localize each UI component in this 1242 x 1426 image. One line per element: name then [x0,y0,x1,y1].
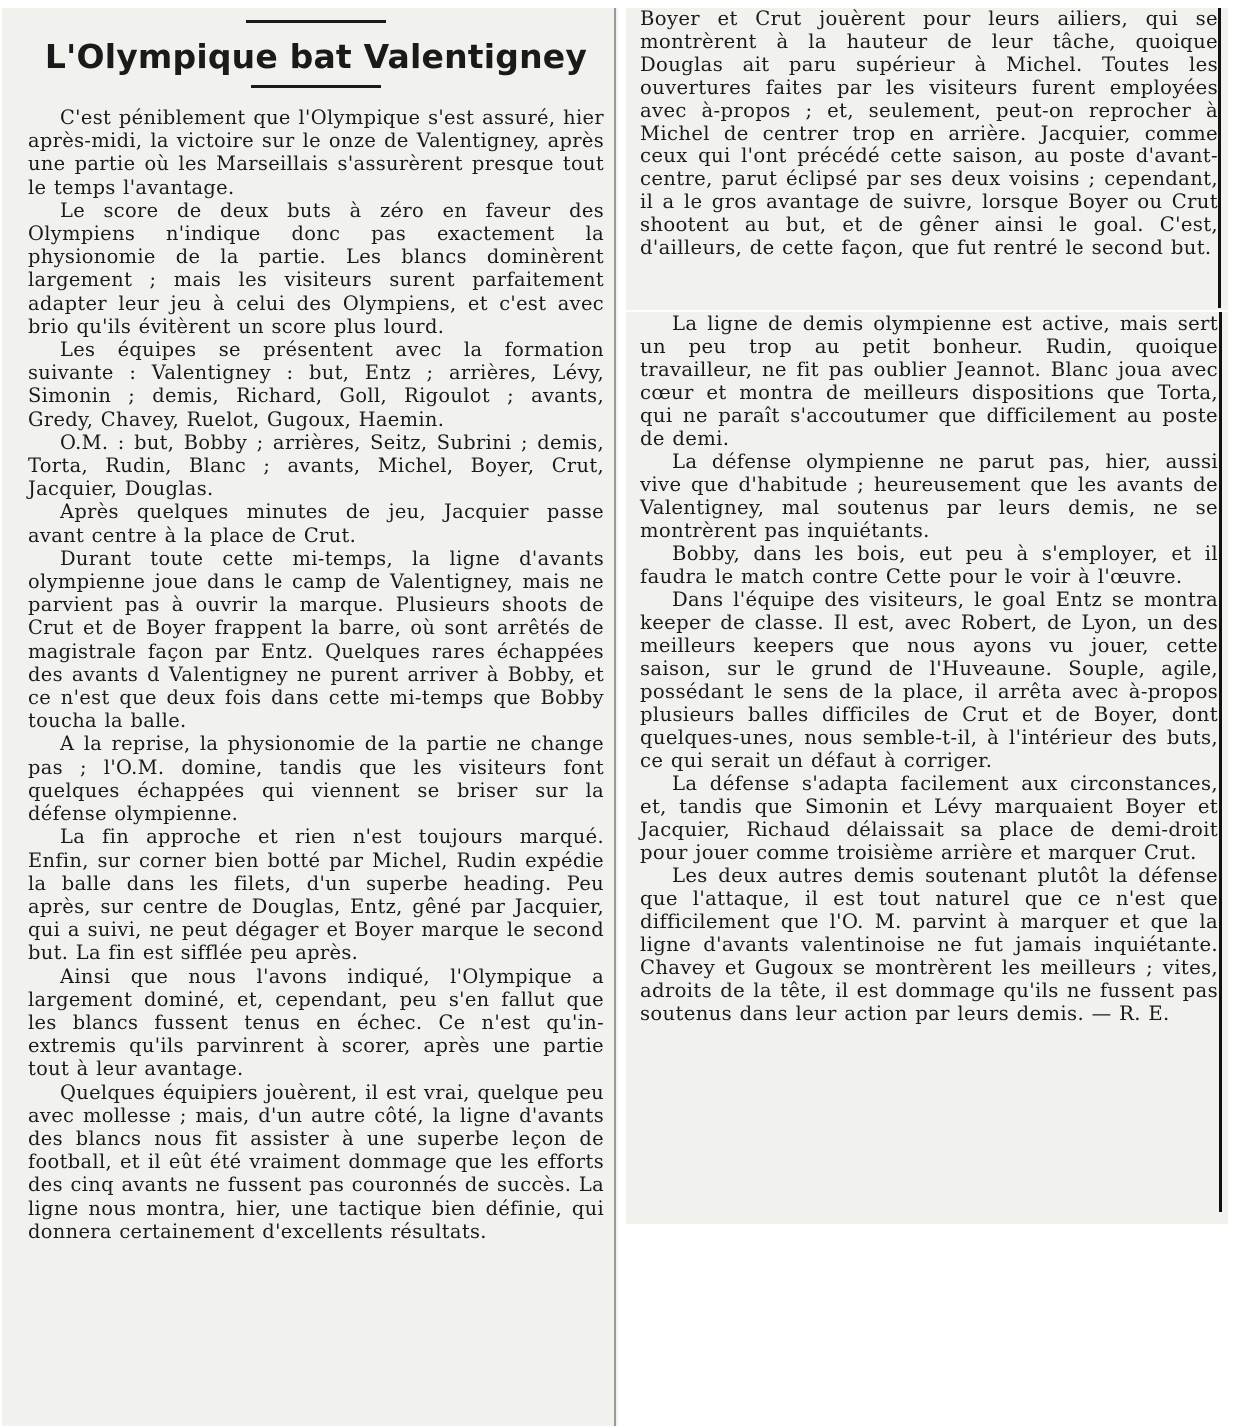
paragraph: O.M. : but, Bobby ; arrières, Seitz, Subrini ; demis, Torta, Rudin, Blanc ; avants, Michel, Boyer, Crut, Jacquier, Douglas. [28,430,604,501]
paragraph: A la reprise, la physionomie de la partie ne change pas ; l'O.M. domine, tandis que les visiteurs font quelques échappées qui viennent se briser sur la défense olympienne. [28,732,604,826]
column-edge-rule [1218,8,1221,308]
column-edge-rule [1219,312,1222,1212]
paragraph: Après quelques minutes de jeu, Jacquier passe avant centre à la place de Crut. [28,500,604,547]
headline-bottom-rule [251,85,381,88]
paragraph: Boyer et Crut jouèrent pour leurs ailiers, qui se montrèrent à la hauteur de leur tâche, quoique Douglas ait paru supérieur à Michel. Toutes les ouvertures faites par les visiteurs furent employées avec à-propos ; et, seulement, peut-on reprocher à Michel de centrer trop en arrière. Jacquier, comme ceux qui l'ont précédé cette saison, au poste d'avant-centre, parut éclipsé par ses deux voisins ; cependant, il a le gros avantage de suivre, lorsque Boyer ou Crut shootent au but, et de gêner ainsi le goal. C'est, d'ailleurs, de cette façon, que fut rentré le second but. [640,7,1218,260]
headline: L'Olympique bat Valentigney [44,37,588,76]
paragraph: Durant toute cette mi-temps, la ligne d'avants olympienne joue dans le camp de Valentigney, mais ne parvient pas à ouvrir la marque. Plusieurs shoots de Crut et de Boyer frappent la barre, où sont arrêtés de magistrale façon par Entz. Quelques rares échappées des avants d Valentigney ne purent arriver à Bobby, et ce n'est que deux fois dans cette mi-temps que Bobby toucha la balle. [28,546,604,733]
column-divider [614,8,616,1426]
paragraph: Les deux autres demis soutenant plutôt la défense que l'attaque, il est tout naturel que ce n'est que difficilement que l'O. M. parvint à marquer et que la ligne d'avants valentinoise ne fut jamais inquiétante. Chavey et Gugoux se montrèrent les meilleurs ; vites, adroits de la tête, il est dommage qu'ils ne fussent pas soutenus dans leur action par leurs demis. — R. E. [640,864,1218,1025]
headline-top-rule [246,20,386,23]
paragraph: Les équipes se présentent avec la formation suivante : Valentigney : but, Entz ; arrières, Lévy, Simonin ; demis, Richard, Goll, Rigoulot ; avants, Gredy, Chavey, Ruelot, Gugoux, Haemin. [28,338,604,431]
paragraph: Dans l'équipe des visiteurs, le goal Entz se montra keeper de classe. Il est, avec Robert, de Lyon, un des meilleurs keepers que nous ayons vu jouer, cette saison, sur le grund de l'Huveaune. Souple, agile, possédant le sens de la place, il arrêta avec à-propos plusieurs balles difficiles de Crut et de Boyer, dont quelques-unes, nous semble-t-il, à l'intérieur des buts, ce qui serait un défaut à corriger. [640,588,1218,772]
paragraph: La fin approche et rien n'est toujours marqué. Enfin, sur corner bien botté par Michel, Rudin expédie la balle dans les filets, d'un superbe heading. Peu après, sur centre de Douglas, Entz, gêné par Jacquier, qui a suivi, ne peut dégager et Boyer marque le second but. La fin est sifflée peu après. [28,825,604,965]
paragraph: Bobby, dans les bois, eut peu à s'employer, et il faudra le match contre Cette pour le voir à l'œuvre. [640,542,1218,588]
paragraph: C'est péniblement que l'Olympique s'est assuré, hier après-midi, la victoire sur le onze de Valentigney, après une partie où les Marseillais s'assurèrent presque tout le temps l'avantage. [28,106,604,199]
paragraph: La ligne de demis olympienne est active, mais sert un peu trop au petit bonheur. Rudin, quoique travailleur, ne fit pas oublier Jeannot. Blanc joua avec cœur et montra de meilleurs dispositions que Torta, qui ne paraît s'accoutumer que difficilement au poste de demi. [640,312,1218,450]
paragraph: La défense olympienne ne parut pas, hier, aussi vive que d'habitude ; heureusement que les avants de Valentigney, mal soutenus par leurs demis, ne se montrèrent pas inquiétants. [640,450,1218,542]
paragraph: Ainsi que nous l'avons indiqué, l'Olympique a largement dominé, et, cependant, peu s'en fallut que les blancs fussent tenus en échec. Ce n'est qu'in-extremis qu'ils parvinrent à scorer, après une partie tout à leur avantage. [28,964,604,1081]
paragraph: La défense s'adapta facilement aux circonstances, et, tandis que Simonin et Lévy marquaient Boyer et Jacquier, Richaud délaissait sa place de demi-droit pour jouer comme troisième arrière et marquer Crut. [640,772,1218,864]
left-column [2,8,618,1426]
paragraph: Le score de deux buts à zéro en faveur des Olympiens n'indique donc pas exactement la physionomie de la partie. Les blancs dominèrent largement ; mais les visiteurs surent parfaitement adapter leur jeu à celui des Olympiens, et c'est avec brio qu'ils évitèrent un score plus lourd. [28,198,604,338]
paragraph: Quelques équipiers jouèrent, il est vrai, quelque peu avec mollesse ; mais, d'un autre côté, la ligne d'avants des blancs nous fit assister à une superbe leçon de football, et il eût été vraiment dommage que les efforts des cinq avants ne fussent pas couronnés de succès. La ligne nous montra, hier, une tactique bien définie, qui donnera certainement d'excellents résultats. [28,1080,604,1243]
right-column-bottom [626,312,1228,1224]
right-column-top [626,8,1228,310]
